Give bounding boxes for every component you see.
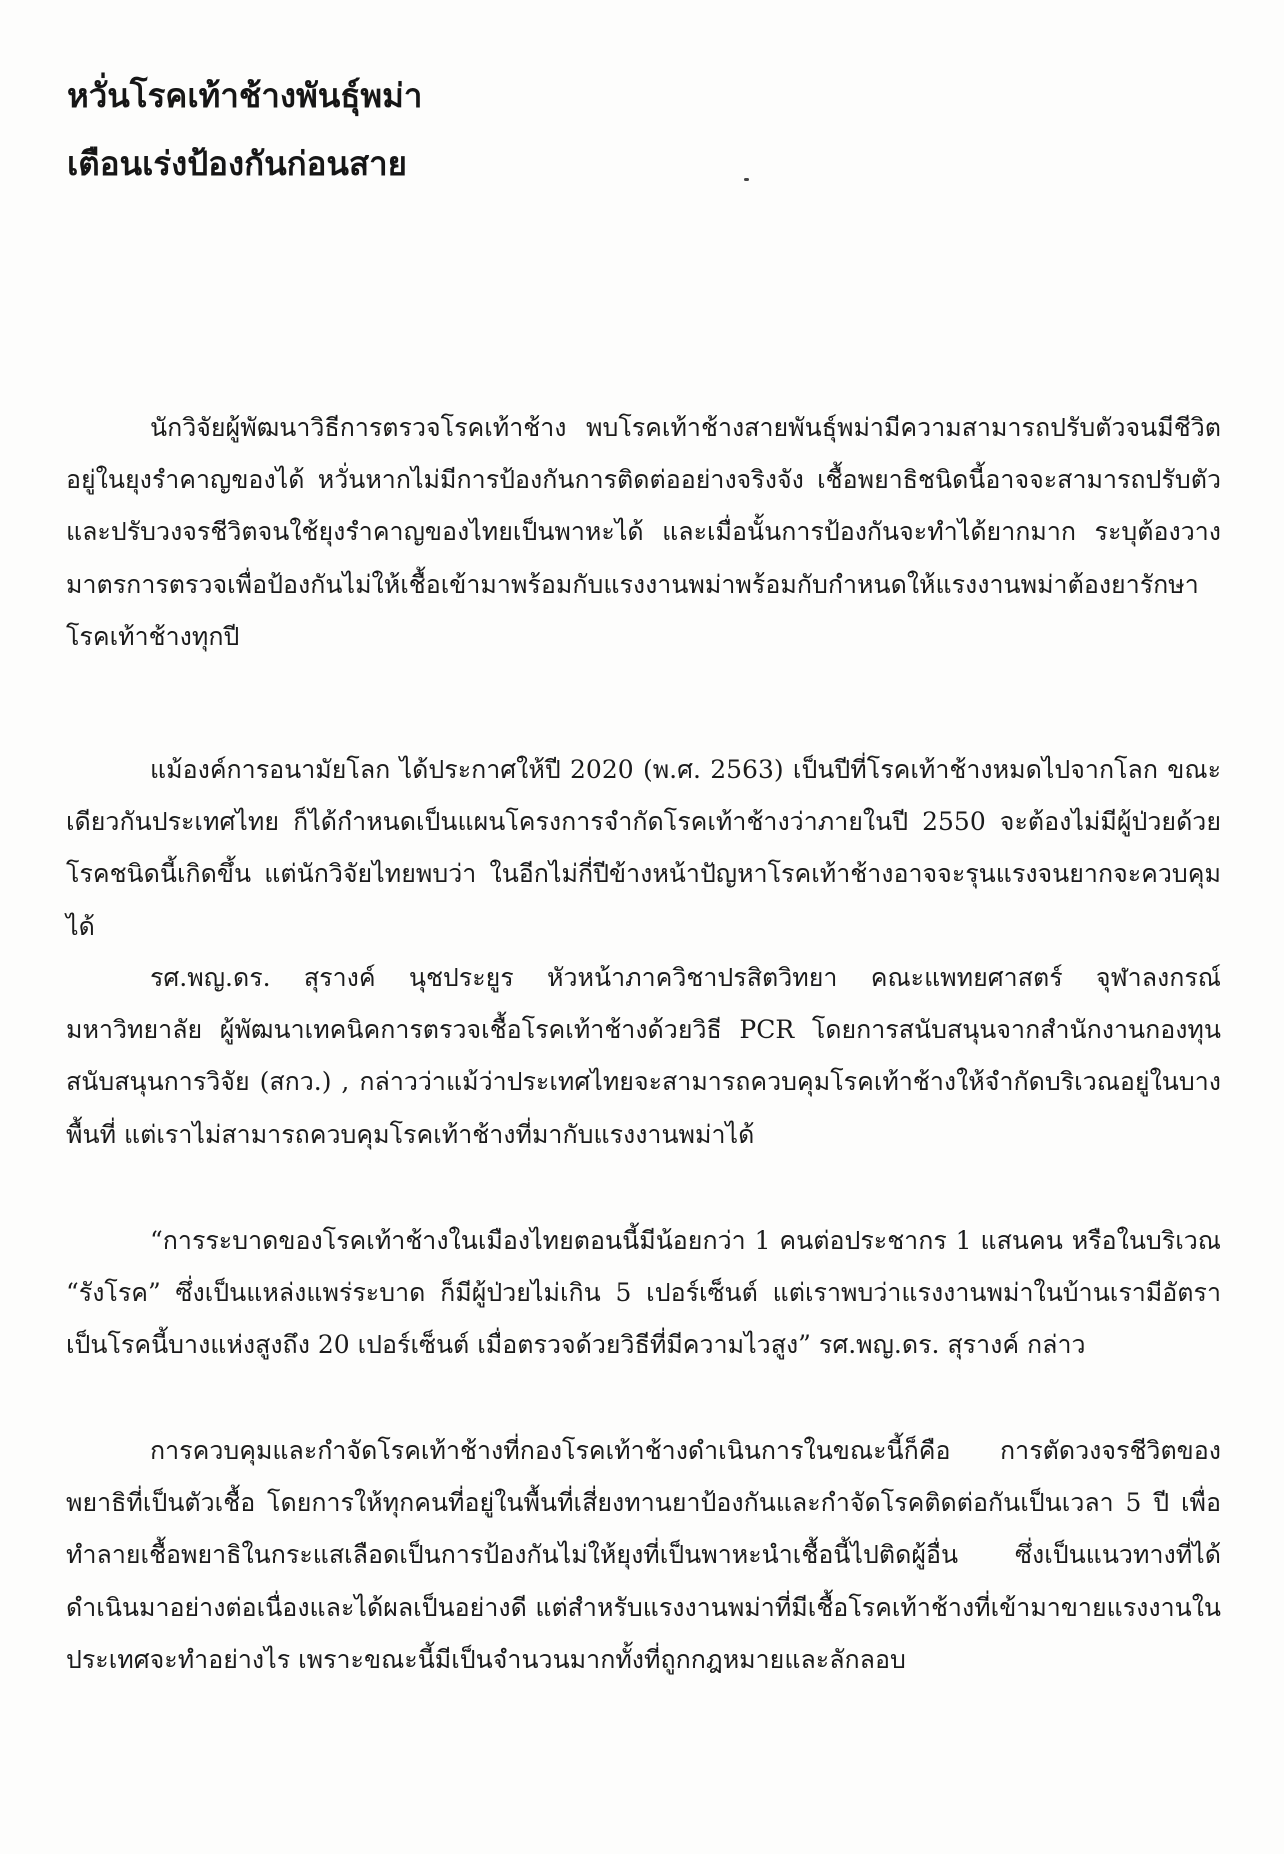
article-title <box>67 62 967 198</box>
title-line-2: เตือนเร่งป้องกันก่อนสาย <box>67 144 407 183</box>
paragraph-researcher: รศ.พญ.ดร. สุรางค์ นุชประยูร หัวหน้าภาควิชาปรสิตวิทยา คณะแพทยศาสตร์ จุฬาลงกรณ์มหาวิทยาลัย ผู้พัฒนาเทคนิคการตรวจเชื้อโรคเท้าช้างด้วยวิธี PCR โดยการสนับสนุนจากสำนักงานกองทุนสนับสนุนการวิจัย (สกว.) , กล่าวว่าแม้ว่าประเทศไทยจะสามารถควบคุมโรคเท้าช้างให้จำกัดบริเวณอยู่ในบางพื้นที่ แต่เราไม่สามารถควบคุมโรคเท้าช้างที่มากับแรงงานพม่าได้ <box>66 963 1221 1149</box>
title-line-1: หวั่นโรคเท้าช้างพันธุ์พม่า <box>67 76 423 115</box>
paragraph-control: การควบคุมและกำจัดโรคเท้าช้างที่กองโรคเท้าช้างดำเนินการในขณะนี้ก็คือ การตัดวงจรชีวิตของพยาธิที่เป็นตัวเชื้อ โดยการให้ทุกคนที่อยู่ในพื้นที่เสี่ยงทานยาป้องกันและกำจัดโรคติดต่อกันเป็นเวลา 5 ปี เพื่อทำลายเชื้อพยาธิในกระแสเลือดเป็นการป้องกันไม่ให้ยุงที่เป็นพาหะนำเชื้อนี้ไปติดผู้อื่น ซึ่งเป็นแนวทางที่ได้ดำเนินมาอย่างต่อเนื่องและได้ผลเป็นอย่างดี แต่สำหรับแรงงานพม่าที่มีเชื้อโรคเท้าช้างที่เข้ามาขายแรงงานในประเทศจะทำอย่างไร เพราะขณะนี้มีเป็นจำนวนมากทั้งที่ถูกกฎหมายและลักลอบ <box>66 1436 1221 1674</box>
paragraph-summary: นักวิจัยผู้พัฒนาวิธีการตรวจโรคเท้าช้าง พบโรคเท้าช้างสายพันธุ์พม่ามีความสามารถปรับตัวจนมีชีวิตอยู่ในยุงรำคาญของได้ หวั่นหากไม่มีการป้องกันการติดต่ออย่างจริงจัง เชื้อพยาธิชนิดนี้อาจจะสามารถปรับตัวและปรับวงจรชีวิตจนใช้ยุงรำคาญของไทยเป็นพาหะได้ และเมื่อนั้นการป้องกันจะทำได้ยากมาก ระบุต้องวางมาตรการตรวจเพื่อป้องกันไม่ให้เชื้อเข้ามาพร้อมกับแรงงานพม่าพร้อมกับกำหนดให้แรงงานพม่าต้องยารักษาโรคเท้าช้างทุกปี <box>66 413 1221 651</box>
scan-speck <box>744 178 749 181</box>
paragraph-who: แม้องค์การอนามัยโลก ได้ประกาศให้ปี 2020 (พ.ศ. 2563) เป็นปีที่โรคเท้าช้างหมดไปจากโลก ขณะเดียวกันประเทศไทย ก็ได้กำหนดเป็นแผนโครงการจำกัดโรคเท้าช้างว่าภายในปี 2550 จะต้องไม่มีผู้ป่วยด้วยโรคชนิดนี้เกิดขึ้น แต่นักวิจัยไทยพบว่า ในอีกไม่กี่ปีข้างหน้าปัญหาโรคเท้าช้างอาจจะรุนแรงจนยากจะควบคุมได้ <box>66 755 1221 941</box>
paragraph-quote: “การระบาดของโรคเท้าช้างในเมืองไทยตอนนี้มีน้อยกว่า 1 คนต่อประชากร 1 แสนคน หรือในบริเวณ “รังโรค” ซึ่งเป็นแหล่งแพร่ระบาด ก็มีผู้ป่วยไม่เกิน 5 เปอร์เซ็นต์ แต่เราพบว่าแรงงานพม่าในบ้านเรามีอัตราเป็นโรคนี้บางแห่งสูงถึง 20 เปอร์เซ็นต์ เมื่อตรวจด้วยวิธีที่มีความไวสูง” รศ.พญ.ดร. สุรางค์ กล่าว <box>66 1226 1221 1360</box>
